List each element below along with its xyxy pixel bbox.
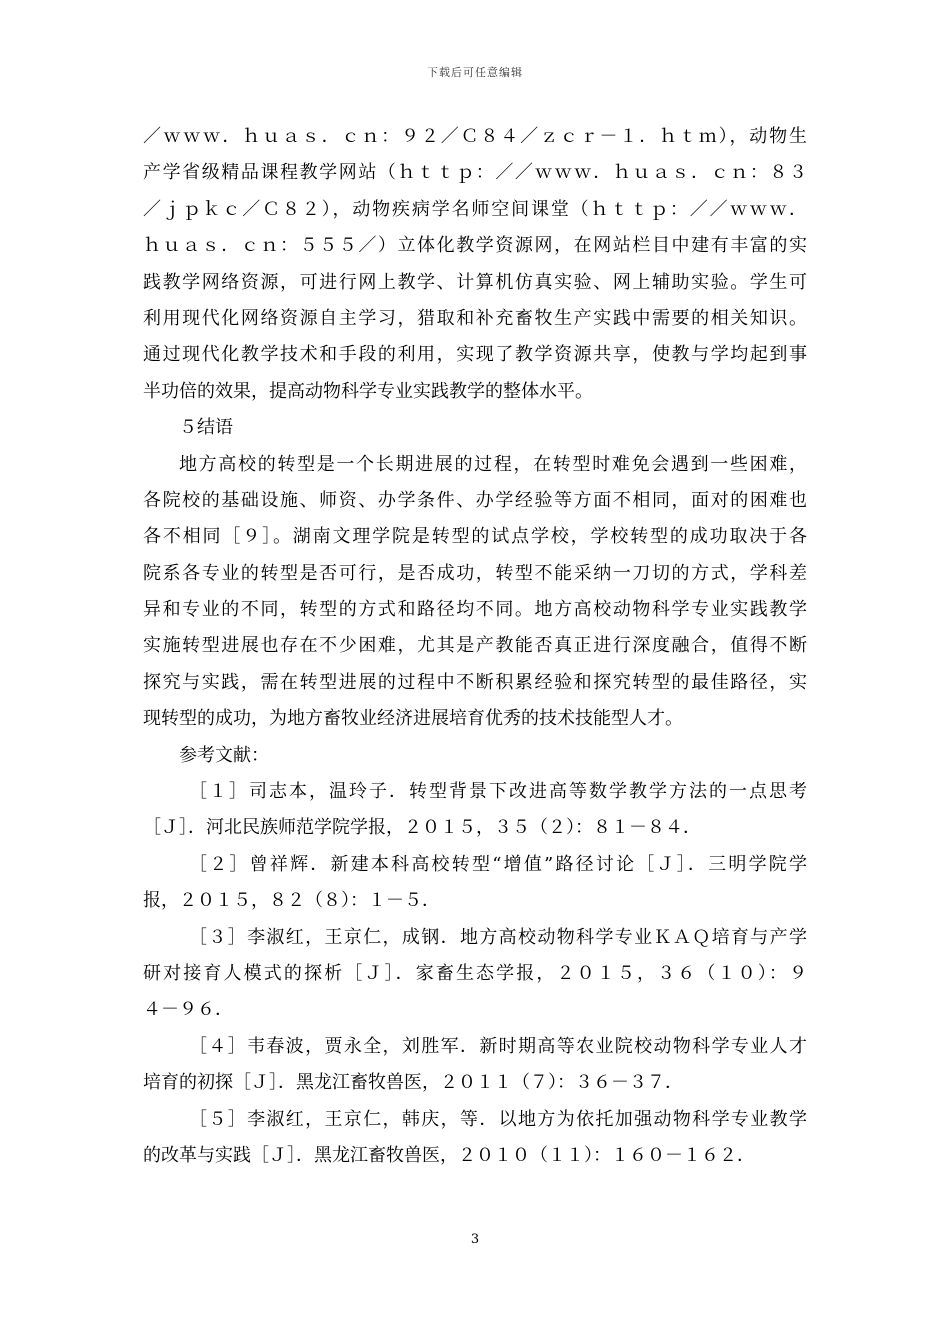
reference-item bbox=[143, 1102, 807, 1175]
reference-line: ［３］李淑红，王京仁，成钢．地方高校动物科学专业ＫＡＱ培育与产学 bbox=[189, 926, 807, 948]
reference-line: 报，２０１５，８２（８）：１－５． bbox=[143, 890, 440, 912]
body-line: ／ｗｗｗ．ｈｕａｓ．ｃｎ：９２／Ｃ８４／ｚｃｒ－１．ｈｔｍ），动物生 bbox=[143, 126, 807, 147]
conclusion-line: 地方高校的转型是一个长期进展的过程，在转型时难免会遇到一些困难， bbox=[179, 453, 807, 475]
page-header: 下载后可任意编辑 bbox=[427, 66, 523, 79]
section-title: ５结语 bbox=[179, 417, 233, 439]
conclusion-line: 探究与实践，需在转型进展的过程中不断积累经验和探究转型的最佳路径，实 bbox=[143, 671, 807, 693]
conclusion-line: 实施转型进展也存在不少困难，尤其是产教能否真正进行深度融合，值得不断 bbox=[143, 635, 807, 657]
conclusion-line: 各不相同［９］。湖南文理学院是转型的试点学校，学校转型的成功取决于各 bbox=[143, 526, 807, 548]
reference-line: ［５］李淑红，王京仁，韩庆，等．以地方为依托加强动物科学专业教学 bbox=[189, 1108, 807, 1130]
document-body bbox=[143, 119, 807, 1174]
reference-line: 研对接育人模式的探析［Ｊ］．家畜生态学报，２０１５，３６（１０）：９ bbox=[143, 962, 807, 984]
body-line: 通过现代化教学技术和手段的利用，实现了教学资源共享，使教与学均起到事 bbox=[143, 344, 807, 366]
reference-line: ４－９６． bbox=[143, 999, 233, 1021]
body-line: 产学省级精品课程教学网站（ｈｔｔｐ：／／ｗｗｗ．ｈｕａｓ．ｃｎ：８３ bbox=[143, 162, 807, 184]
reference-line: ［２］曾祥辉．新建本科高校转型“增值”路径讨论［Ｊ］．三明学院学 bbox=[189, 853, 807, 875]
reference-line: 培育的初探［Ｊ］．黑龙江畜牧兽医，２０１１（７）：３６－３７． bbox=[143, 1072, 683, 1094]
conclusion-line: 异和专业的不同，转型的方式和路径均不同。地方高校动物科学专业实践教学 bbox=[143, 599, 807, 621]
reference-item bbox=[143, 920, 807, 1029]
references-title: 参考文献： bbox=[179, 744, 269, 766]
page-number: 3 bbox=[470, 1232, 480, 1247]
reference-line: ［１］司志本，温玲子．转型背景下改进高等数学教学方法的一点思考 bbox=[189, 781, 807, 803]
body-line: ｈｕａｓ．ｃｎ：５５５／）立体化教学资源网，在网站栏目中建有丰富的实 bbox=[143, 235, 807, 257]
body-line: ／ｊｐｋｃ／Ｃ８２），动物疾病学名师空间课堂（ｈｔｔｐ：／／ｗｗｗ． bbox=[143, 198, 807, 220]
conclusion-line: 院系各专业的转型是否可行，是否成功，转型不能采纳一刀切的方式，学科差 bbox=[143, 562, 807, 584]
reference-line: ［Ｊ］．河北民族师范学院学报，２０１５，３５（２）：８１－８４． bbox=[143, 817, 701, 839]
reference-item bbox=[143, 774, 807, 847]
body-line: 践教学网络资源，可进行网上教学、计算机仿真实验、网上辅助实验。学生可 bbox=[143, 271, 807, 293]
reference-line: ［４］韦春波，贾永全，刘胜军．新时期高等农业院校动物科学专业人才 bbox=[189, 1035, 807, 1057]
conclusion-line: 现转型的成功，为地方畜牧业经济进展培育优秀的技术技能型人才。 bbox=[143, 708, 683, 730]
conclusion-line: 各院校的基础设施、师资、办学条件、办学经验等方面不相同，面对的困难也 bbox=[143, 489, 807, 511]
reference-item bbox=[143, 847, 807, 920]
body-line: 半功倍的效果，提高动物科学专业实践教学的整体水平。 bbox=[143, 380, 593, 402]
body-line: 利用现代化网络资源自主学习，猎取和补充畜牧生产实践中需要的相关知识。 bbox=[143, 307, 807, 329]
reference-item bbox=[143, 1029, 807, 1102]
reference-line: 的改革与实践［Ｊ］．黑龙江畜牧兽医，２０１０（１１）：１６０－１６２． bbox=[143, 1144, 755, 1166]
